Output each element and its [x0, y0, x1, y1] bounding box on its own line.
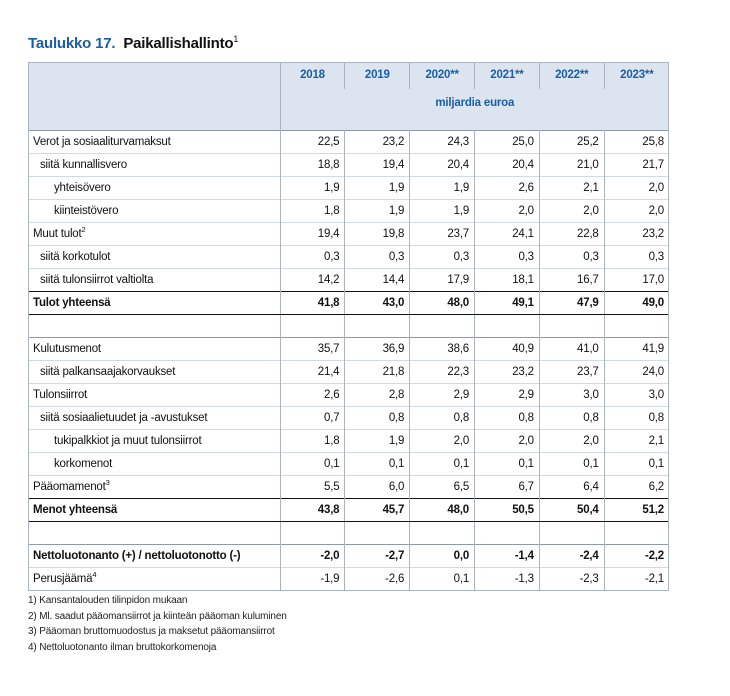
table-row: korkomenot 0,1 0,1 0,1 0,1 0,1 0,1: [28, 453, 669, 476]
table-name: Paikallishallinto: [123, 35, 234, 52]
table-row: Pääomamenot$^3$ 5,5 6,0 6,5 6,7 6,4 6,2: [28, 476, 669, 499]
table-row: Tulonsiirrot 2,6 2,8 2,9 2,9 3,0 3,0: [28, 384, 669, 407]
year-header: 2021**: [475, 62, 540, 89]
row-label: siitä tulonsiirrot valtiolta: [28, 269, 280, 292]
row-label: Verot ja sosiaaliturvamaksut: [28, 131, 280, 154]
total-row: Tulot yhteensä 41,8 43,0 48,0 49,1 47,9 49,0: [28, 292, 669, 315]
row-label: siitä korkotulot: [28, 246, 280, 269]
unit-header-row: [28, 89, 669, 117]
unit-label: miljardia euroa: [280, 89, 669, 117]
row-label: Perusjäämä$^4$: [28, 568, 280, 591]
total-row: Menot yhteensä 43,8 45,7 48,0 50,5 50,4 51,2: [28, 499, 669, 522]
year-header-row: [28, 62, 669, 89]
row-label: kiinteistövero: [28, 200, 280, 223]
table-row: yhteisövero 1,9 1,9 1,9 2,6 2,1 2,0: [28, 177, 669, 200]
footnote: 1) Kansantalouden tilinpidon mukaan: [28, 595, 188, 606]
footnote-ref: 4: [92, 570, 97, 580]
row-label: Pääomamenot$^3$: [28, 476, 280, 499]
table-row: siitä sosiaalietuudet ja -avustukset 0,7 0,8 0,8 0,8 0,8 0,8: [28, 407, 669, 430]
row-label: Nettoluotonanto (+) / nettoluotonotto (-): [28, 545, 280, 568]
footnote-ref: 2: [81, 225, 86, 235]
table-row: siitä kunnallisvero 18,8 19,4 20,4 20,4 21,0 21,7: [28, 154, 669, 177]
footnote: 2) Ml. saadut pääomansiirrot ja kiinteän pääoman kuluminen: [28, 610, 287, 622]
header-label-cell: [28, 62, 280, 89]
data-table: [28, 62, 669, 591]
title-footnote-ref: 1: [233, 34, 239, 44]
row-label: korkomenot: [28, 453, 280, 476]
row-label: tukipalkkiot ja muut tulonsiirrot: [28, 430, 280, 453]
row-label: Tulot yhteensä: [28, 292, 280, 315]
table-row: kiinteistövero 1,8 1,9 1,9 2,0 2,0 2,0: [28, 200, 669, 223]
row-label: siitä palkansaajakorvaukset: [28, 361, 280, 384]
footnote: 3) Pääoman bruttomuodostus ja maksetut pääomansiirrot: [28, 626, 275, 637]
year-header: 2023**: [604, 62, 669, 89]
row-label: Kulutusmenot: [28, 338, 280, 361]
year-header: 2020**: [410, 62, 475, 89]
table-number: Taulukko 17.: [28, 35, 116, 52]
table-row: siitä tulonsiirrot valtiolta 14,2 14,4 17,9 18,1 16,7 17,0: [28, 269, 669, 292]
row-label: Tulonsiirrot: [28, 384, 280, 407]
table-row: Nettoluotonanto (+) / nettoluotonotto (-) -2,0 -2,7 0,0 -1,4 -2,4 -2,2: [28, 545, 669, 568]
table-row: Verot ja sosiaaliturvamaksut 22,5 23,2 24,3 25,0 25,2 25,8: [28, 131, 669, 154]
row-label: siitä kunnallisvero: [28, 154, 280, 177]
footnote-ref: 3: [105, 478, 110, 488]
footnote: 4) Nettoluotonanto ilman bruttokorkomenoja: [28, 641, 217, 653]
table-title: [28, 34, 238, 52]
year-header: 2022**: [539, 62, 604, 89]
spacer-row: [28, 315, 669, 338]
spacer-row: [28, 522, 669, 545]
year-header: 2018: [280, 62, 345, 89]
table-row: siitä palkansaajakorvaukset 21,4 21,8 22,3 23,2 23,7 24,0: [28, 361, 669, 384]
table-row: Perusjäämä$^4$ -1,9 -2,6 0,1 -1,3 -2,3 -2,1: [28, 568, 669, 591]
row-label: Menot yhteensä: [28, 499, 280, 522]
row-label: siitä sosiaalietuudet ja -avustukset: [28, 407, 280, 430]
table-row: Muut tulot$^2$ 19,4 19,8 23,7 24,1 22,8 23,2: [28, 223, 669, 246]
table-row: tukipalkkiot ja muut tulonsiirrot 1,8 1,9 2,0 2,0 2,0 2,1: [28, 430, 669, 453]
footnotes: [28, 593, 287, 655]
year-header: 2019: [345, 62, 410, 89]
row-label: yhteisövero: [28, 177, 280, 200]
table-row: siitä korkotulot 0,3 0,3 0,3 0,3 0,3 0,3: [28, 246, 669, 269]
table-row: Kulutusmenot 35,7 36,9 38,6 40,9 41,0 41,9: [28, 338, 669, 361]
row-label: Muut tulot$^2$: [28, 223, 280, 246]
